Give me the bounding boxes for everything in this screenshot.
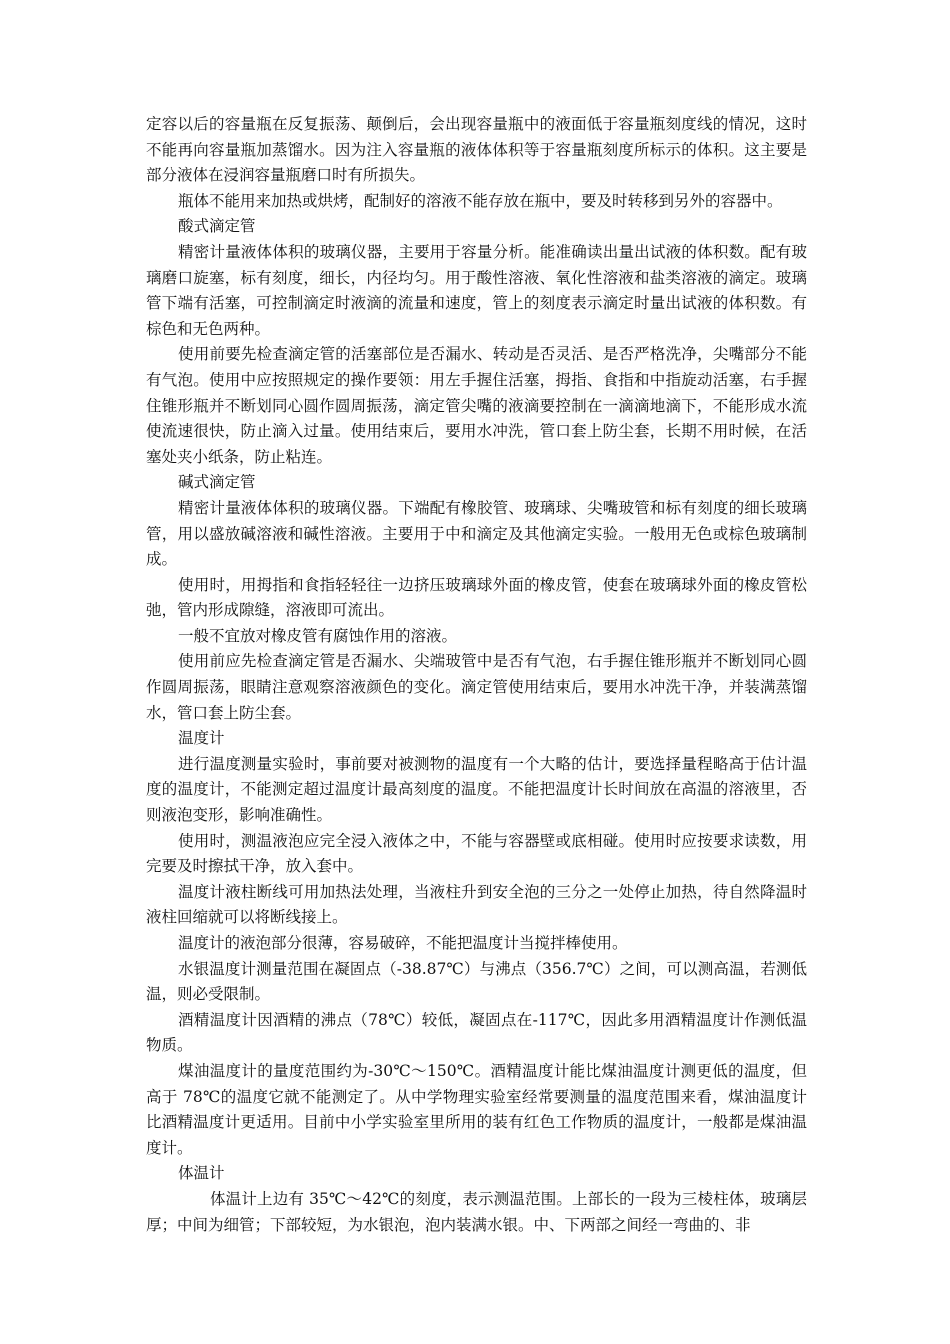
heading-thermometer: 温度计 [178,729,225,748]
paragraph-base-burette-caution: 一般不宜放对橡皮管有腐蚀作用的溶液。 [178,626,458,645]
paragraph-base-burette-usage: 使用时，用拇指和食指轻轻往一边挤压玻璃球外面的橡皮管，使套在玻璃球外面的橡皮管松弛，管内形成隙缝，溶液即可流出。 [146,575,807,620]
paragraph-mercury-thermometer: 水银温度计测量范围在凝固点（-38.87℃）与沸点（356.7℃）之间，可以测高温，若测低温，则必受限制。 [146,959,807,1004]
paragraph-thermometer-usage: 使用时，测温液泡应完全浸入液体之中，不能与容器壁或底相碰。使用时应按要求读数，用完要及时擦拭干净，放入套中。 [146,831,807,876]
heading-base-burette: 碱式滴定管 [178,473,256,492]
paragraph-acid-burette-description: 精密计量液体体积的玻璃仪器，主要用于容量分析。能准确读出量出试液的体积数。配有玻璃磨口旋塞，标有刻度，细长，内径均匀。用于酸性溶液、氧化性溶液和盐类溶液的滴定。玻璃管下端有活塞，可控制滴定时液滴的流量和速度，管上的刻度表示滴定时量出试液的体积数。有棕色和无色两种。 [146,242,807,338]
paragraph-alcohol-thermometer: 酒精温度计因酒精的沸点（78℃）较低，凝固点在-117℃，因此多用酒精温度计作测低温物质。 [146,1010,807,1055]
paragraph-thermometer-estimate: 进行温度测量实验时，事前要对被测物的温度有一个大略的估计，要选择量程略高于估计温度的温度计，不能测定超过温度计最高刻度的温度。不能把温度计长时间放在高温的溶液里，否则液泡变形，影响准确性。 [146,754,807,825]
heading-acid-burette: 酸式滴定管 [178,217,256,236]
paragraph-base-burette-check: 使用前应先检查滴定管是否漏水、尖端玻管中是否有气泡，右手握住锥形瓶并不断划同心圆作圆周振荡，眼睛注意观察溶液颜色的变化。滴定管使用结束后，要用水冲洗干净，并装满蒸馏水，管口套上防尘套。 [146,652,807,722]
paragraph-kerosene-thermometer: 煤油温度计的量度范围约为-30℃～150℃。酒精温度计能比煤油温度计测更低的温度，但高于 78℃的温度它就不能测定了。从中学物理实验室经常要测量的温度范围来看，煤油温度计比酒精温度计更适用。目前中小学实验室里所用的装有红色工作物质的温度计，一般都是煤油温度计。 [146,1061,807,1157]
document-body [146,112,807,1238]
paragraph-thermometer-fragile: 温度计的液泡部分很薄，容易破碎，不能把温度计当搅拌棒使用。 [178,934,628,952]
heading-clinical-thermometer: 体温计 [178,1164,225,1183]
paragraph-clinical-thermometer-description: 体温计上边有 35℃～42℃的刻度，表示测温范围。上部长的一段为三棱柱体，玻璃层厚；中间为细管；下部较短，为水银泡，泡内装满水银。中、下两部之间经一弯曲的、非 [146,1189,807,1234]
paragraph-thermometer-repair: 温度计液柱断线可用加热法处理，当液柱升到安全泡的三分之一处停止加热，待自然降温时液柱回缩就可以将断线接上。 [146,882,807,927]
paragraph-volumetric-flask-shaking: 定容以后的容量瓶在反复振荡、颠倒后，会出现容量瓶中的液面低于容量瓶刻度线的情况，这时不能再向容量瓶加蒸馏水。因为注入容量瓶的液体体积等于容量瓶刻度所标示的体积。这主要是部分液体在浸润容量瓶磨口时有所损失。 [146,115,807,185]
paragraph-base-burette-description: 精密计量液体体积的玻璃仪器。下端配有橡胶管、玻璃球、尖嘴玻管和标有刻度的细长玻璃管，用以盛放碱溶液和碱性溶液。主要用于中和滴定及其他滴定实验。一般用无色或棕色玻璃制成。 [146,498,807,569]
paragraph-volumetric-flask-heating: 瓶体不能用来加热或烘烤，配制好的溶液不能存放在瓶中，要及时转移到另外的容器中。 [178,191,783,210]
paragraph-acid-burette-usage: 使用前要先检查滴定管的活塞部位是否漏水、转动是否灵活、是否严格洗净，尖嘴部分不能有气泡。使用中应按照规定的操作要领：用左手握住活塞，拇指、食指和中指旋动活塞，右手握住锥形瓶并不断划同心圆作圆周振荡，滴定管尖嘴的液滴要控制在一滴滴地滴下，不能形成水流使流速很快，防止滴入过量。使用结束后，要用水冲洗，管口套上防尘套，长期不用时候，在活塞处夹小纸条，防止粘连。 [146,345,807,466]
